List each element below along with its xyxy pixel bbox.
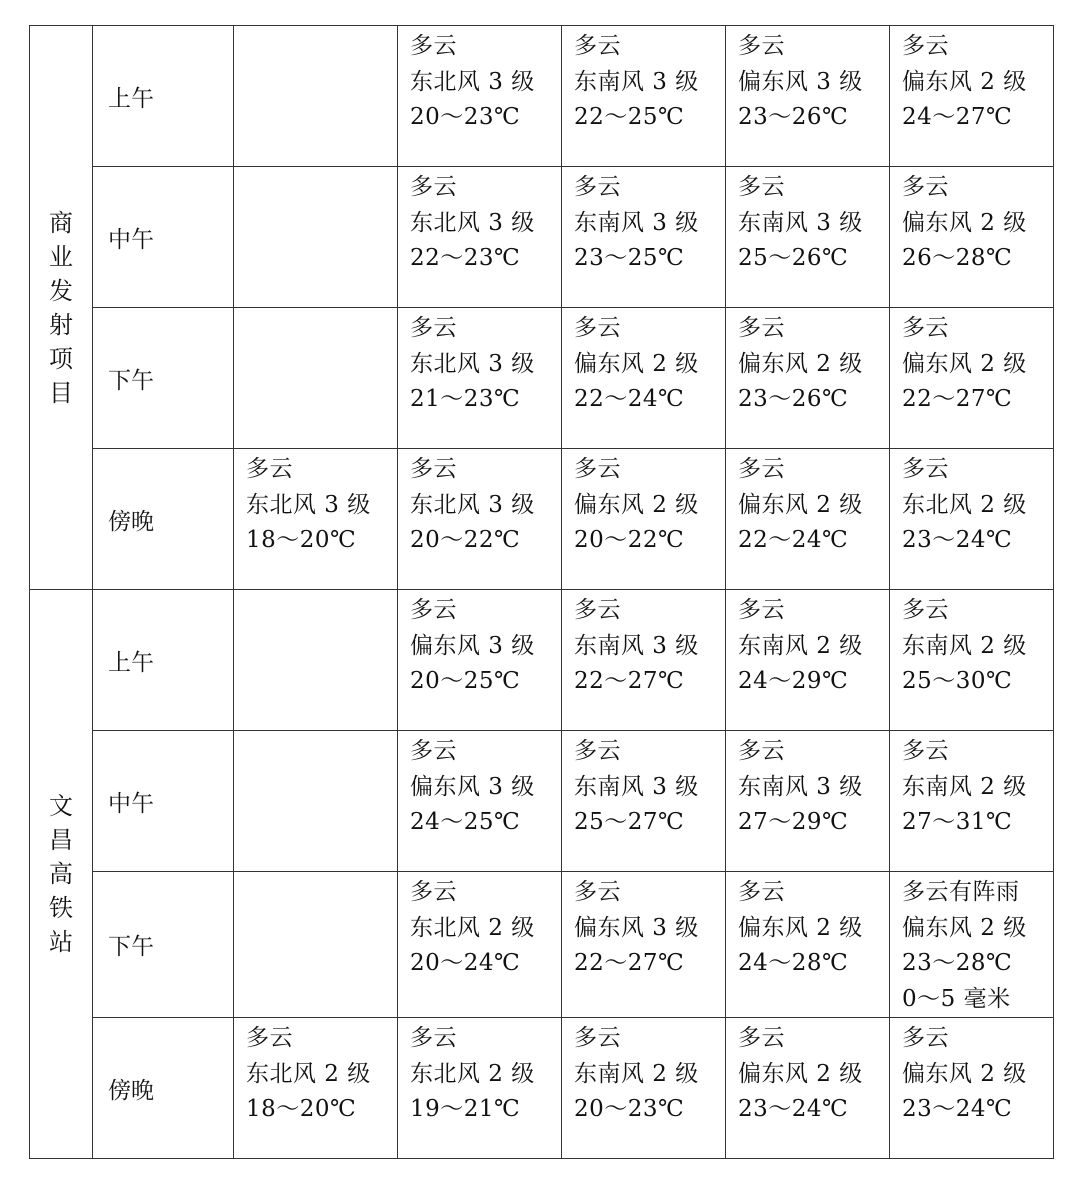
temperature-range: 22～24℃ <box>738 527 849 553</box>
period-label: 下午 <box>93 308 234 449</box>
weather-condition: 多云 <box>410 597 457 623</box>
forecast-cell <box>398 26 562 167</box>
wind-level: 偏东风 2 级 <box>902 68 1027 95</box>
table-row <box>30 308 1054 449</box>
forecast-cell <box>726 167 890 308</box>
table-row <box>30 1018 1054 1159</box>
period-label: 上午 <box>93 590 234 731</box>
weather-condition: 多云 <box>410 1025 457 1051</box>
wind-level: 东北风 3 级 <box>246 491 371 518</box>
forecast-cell <box>562 167 726 308</box>
temperature-range: 23～26℃ <box>738 386 849 412</box>
period-label: 下午 <box>93 872 234 1018</box>
wind-level: 偏东风 2 级 <box>902 914 1027 941</box>
empty-forecast-cell <box>234 731 398 872</box>
wind-level: 偏东风 2 级 <box>574 350 699 377</box>
empty-forecast-cell <box>234 872 398 1018</box>
weather-condition: 多云 <box>738 597 785 623</box>
weather-condition: 多云 <box>902 738 949 764</box>
forecast-cell <box>890 872 1054 1018</box>
weather-condition: 多云 <box>574 174 621 200</box>
temperature-range: 22～27℃ <box>902 386 1013 412</box>
weather-forecast-table <box>29 25 1054 1159</box>
wind-level: 东北风 3 级 <box>410 491 535 518</box>
temperature-range: 26～28℃ <box>902 245 1013 271</box>
weather-condition: 多云 <box>410 315 457 341</box>
empty-forecast-cell <box>234 308 398 449</box>
table-body <box>30 26 1054 1159</box>
weather-condition: 多云 <box>574 315 621 341</box>
period-label: 傍晚 <box>93 449 234 590</box>
wind-level: 偏东风 2 级 <box>902 1060 1027 1087</box>
forecast-cell <box>398 308 562 449</box>
wind-level: 东北风 3 级 <box>410 68 535 95</box>
table-row <box>30 731 1054 872</box>
forecast-cell <box>562 590 726 731</box>
wind-level: 东南风 3 级 <box>574 773 699 800</box>
temperature-range: 23～24℃ <box>902 527 1013 553</box>
forecast-cell <box>398 872 562 1018</box>
temperature-range: 20～23℃ <box>574 1096 685 1122</box>
weather-condition: 多云 <box>738 315 785 341</box>
weather-condition: 多云 <box>902 174 949 200</box>
temperature-range: 23～26℃ <box>738 104 849 130</box>
forecast-cell <box>562 872 726 1018</box>
weather-condition: 多云有阵雨 <box>902 879 1020 905</box>
temperature-range: 27～31℃ <box>902 809 1013 835</box>
forecast-cell <box>726 872 890 1018</box>
weather-condition: 多云 <box>738 174 785 200</box>
weather-condition: 多云 <box>410 456 457 482</box>
forecast-cell <box>726 1018 890 1159</box>
weather-condition: 多云 <box>410 174 457 200</box>
temperature-range: 22～27℃ <box>574 950 685 976</box>
table-row <box>30 26 1054 167</box>
temperature-range: 23～25℃ <box>574 245 685 271</box>
weather-condition: 多云 <box>410 879 457 905</box>
forecast-cell <box>398 731 562 872</box>
weather-condition: 多云 <box>574 597 621 623</box>
temperature-range: 23～24℃ <box>738 1096 849 1122</box>
temperature-range: 20～25℃ <box>410 668 521 694</box>
temperature-range: 22～25℃ <box>574 104 685 130</box>
forecast-cell <box>562 1018 726 1159</box>
wind-level: 偏东风 2 级 <box>902 209 1027 236</box>
wind-level: 东南风 3 级 <box>738 773 863 800</box>
wind-level: 东南风 2 级 <box>738 632 863 659</box>
temperature-range: 24～28℃ <box>738 950 849 976</box>
table-row <box>30 872 1054 1018</box>
temperature-range: 24～29℃ <box>738 668 849 694</box>
weather-condition: 多云 <box>738 456 785 482</box>
weather-condition: 多云 <box>738 1025 785 1051</box>
wind-level: 东北风 2 级 <box>902 491 1027 518</box>
forecast-cell <box>726 731 890 872</box>
temperature-range: 22～24℃ <box>574 386 685 412</box>
weather-condition: 多云 <box>738 738 785 764</box>
weather-condition: 多云 <box>574 456 621 482</box>
table-row <box>30 590 1054 731</box>
table-row <box>30 449 1054 590</box>
weather-condition: 多云 <box>902 1025 949 1051</box>
period-label: 中午 <box>93 731 234 872</box>
wind-level: 偏东风 3 级 <box>738 68 863 95</box>
forecast-cell <box>890 308 1054 449</box>
period-label: 傍晚 <box>93 1018 234 1159</box>
forecast-cell <box>726 26 890 167</box>
temperature-range: 18～20℃ <box>246 1096 357 1122</box>
temperature-range: 24～27℃ <box>902 104 1013 130</box>
forecast-cell <box>890 731 1054 872</box>
wind-level: 东北风 2 级 <box>246 1060 371 1087</box>
temperature-range: 20～23℃ <box>410 104 521 130</box>
weather-condition: 多云 <box>738 879 785 905</box>
forecast-cell <box>890 1018 1054 1159</box>
wind-level: 东北风 2 级 <box>410 914 535 941</box>
temperature-range: 27～29℃ <box>738 809 849 835</box>
forecast-cell <box>890 167 1054 308</box>
wind-level: 偏东风 2 级 <box>738 350 863 377</box>
wind-level: 东北风 3 级 <box>410 209 535 236</box>
forecast-cell <box>398 449 562 590</box>
weather-condition: 多云 <box>246 456 293 482</box>
wind-level: 东南风 3 级 <box>574 68 699 95</box>
forecast-cell <box>562 308 726 449</box>
temperature-range: 18～20℃ <box>246 527 357 553</box>
temperature-range: 25～26℃ <box>738 245 849 271</box>
forecast-cell <box>890 26 1054 167</box>
wind-level: 偏东风 2 级 <box>738 1060 863 1087</box>
wind-level: 东北风 3 级 <box>410 350 535 377</box>
forecast-cell <box>726 449 890 590</box>
wind-level: 东北风 2 级 <box>410 1060 535 1087</box>
temperature-range: 22～27℃ <box>574 668 685 694</box>
wind-level: 偏东风 2 级 <box>902 350 1027 377</box>
table-row <box>30 167 1054 308</box>
temperature-range: 19～21℃ <box>410 1096 521 1122</box>
forecast-cell <box>398 590 562 731</box>
empty-forecast-cell <box>234 590 398 731</box>
site-name-cell <box>30 590 93 1159</box>
weather-condition: 多云 <box>902 33 949 59</box>
period-label: 上午 <box>93 26 234 167</box>
wind-level: 偏东风 2 级 <box>574 491 699 518</box>
empty-forecast-cell <box>234 26 398 167</box>
weather-condition: 多云 <box>902 315 949 341</box>
wind-level: 偏东风 3 级 <box>410 773 535 800</box>
forecast-cell <box>398 167 562 308</box>
temperature-range: 25～30℃ <box>902 668 1013 694</box>
rainfall-amount: 0～5 毫米 <box>902 985 1011 1012</box>
temperature-range: 20～22℃ <box>574 527 685 553</box>
wind-level: 偏东风 2 级 <box>738 491 863 518</box>
forecast-cell <box>890 449 1054 590</box>
weather-condition: 多云 <box>410 33 457 59</box>
site-name-cell <box>30 26 93 590</box>
weather-condition: 多云 <box>574 33 621 59</box>
temperature-range: 21～23℃ <box>410 386 521 412</box>
wind-level: 偏东风 3 级 <box>410 632 535 659</box>
forecast-cell <box>562 26 726 167</box>
wind-level: 东南风 3 级 <box>738 209 863 236</box>
site-name: 商业发射项目 <box>49 208 73 407</box>
temperature-range: 20～24℃ <box>410 950 521 976</box>
forecast-cell <box>726 590 890 731</box>
weather-condition: 多云 <box>574 738 621 764</box>
temperature-range: 22～23℃ <box>410 245 521 271</box>
forecast-cell <box>890 590 1054 731</box>
wind-level: 东南风 3 级 <box>574 209 699 236</box>
weather-condition: 多云 <box>902 456 949 482</box>
wind-level: 东南风 3 级 <box>574 632 699 659</box>
forecast-cell <box>562 449 726 590</box>
forecast-cell <box>234 1018 398 1159</box>
forecast-cell <box>398 1018 562 1159</box>
weather-condition: 多云 <box>738 33 785 59</box>
weather-condition: 多云 <box>410 738 457 764</box>
temperature-range: 23～24℃ <box>902 1096 1013 1122</box>
wind-level: 偏东风 3 级 <box>574 914 699 941</box>
wind-level: 偏东风 2 级 <box>738 914 863 941</box>
weather-condition: 多云 <box>574 879 621 905</box>
forecast-cell <box>562 731 726 872</box>
site-name: 文昌高铁站 <box>49 792 73 956</box>
empty-forecast-cell <box>234 167 398 308</box>
temperature-range: 23～28℃ <box>902 950 1013 976</box>
wind-level: 东南风 2 级 <box>902 632 1027 659</box>
period-label: 中午 <box>93 167 234 308</box>
forecast-cell <box>726 308 890 449</box>
wind-level: 东南风 2 级 <box>902 773 1027 800</box>
weather-condition: 多云 <box>574 1025 621 1051</box>
forecast-cell <box>234 449 398 590</box>
temperature-range: 20～22℃ <box>410 527 521 553</box>
weather-condition: 多云 <box>246 1025 293 1051</box>
temperature-range: 25～27℃ <box>574 809 685 835</box>
wind-level: 东南风 2 级 <box>574 1060 699 1087</box>
temperature-range: 24～25℃ <box>410 809 521 835</box>
weather-condition: 多云 <box>902 597 949 623</box>
